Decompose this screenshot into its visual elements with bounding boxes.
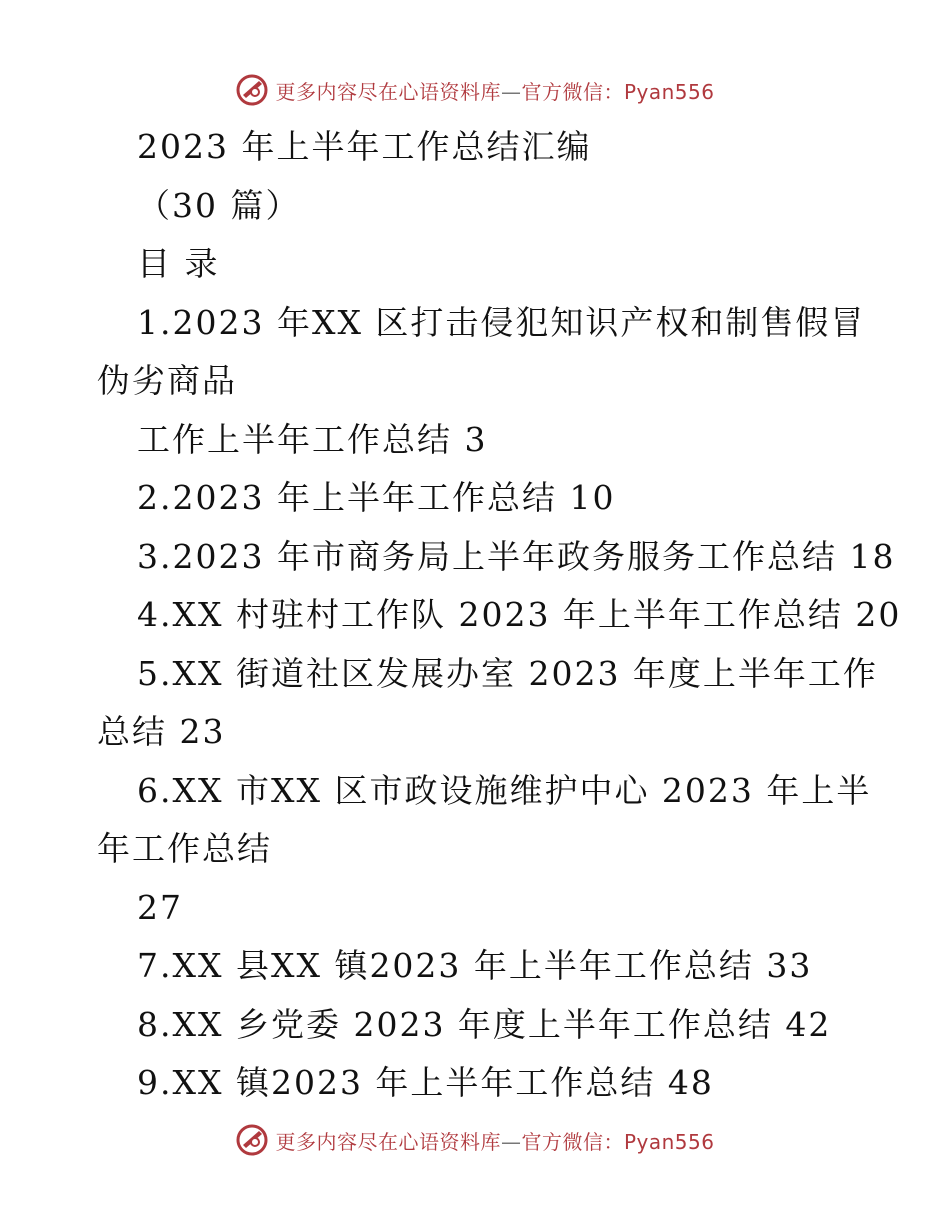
toc-entry: 8.XX 乡党委 2023 年度上半年工作总结 42 [137, 1004, 832, 1044]
logo-icon [235, 1123, 269, 1157]
toc-entry: 9.XX 镇2023 年上半年工作总结 48 [137, 1063, 714, 1102]
banner-text [275, 76, 714, 105]
toc-entry-continued: 总结 23 [97, 712, 226, 751]
banner-site-name: 更多内容尽在心语资料库 [275, 79, 501, 104]
toc-entry: 5.XX 街道社区发展办室 2023 年度上半年工作 [137, 653, 878, 693]
toc-entry-continued: 27 [137, 887, 183, 927]
banner-dash: — [500, 1129, 522, 1154]
toc-entry: 7.XX 县XX 镇2023 年上半年工作总结 33 [137, 946, 813, 985]
document-title: 2023 年上半年工作总结汇编 [137, 127, 592, 166]
toc-entry: 2.2023 年上半年工作总结 10 [137, 478, 616, 517]
banner-wechat: 官方微信：Pyan556 [521, 79, 715, 104]
document-subtitle: （30 篇） [137, 185, 301, 225]
banner-wechat: 官方微信：Pyan556 [521, 1129, 715, 1154]
toc-entry-continued: 工作上半年工作总结 3 [137, 419, 488, 459]
toc-entry: 1.2023 年XX 区打击侵犯知识产权和制售假冒 [137, 302, 866, 342]
footer-banner [0, 1120, 950, 1160]
header-banner [0, 70, 950, 110]
banner-dash: — [500, 79, 522, 104]
toc-entry-continued: 伪劣商品 [97, 361, 237, 400]
logo-icon [235, 73, 269, 107]
banner-site-name: 更多内容尽在心语资料库 [275, 1129, 501, 1154]
toc-entry: 4.XX 村驻村工作队 2023 年上半年工作总结 20 [137, 595, 902, 634]
toc-entry-continued: 年工作总结 [97, 829, 272, 868]
banner-text [275, 1126, 714, 1155]
document-body [97, 118, 902, 1113]
toc-entry: 3.2023 年市商务局上半年政务服务工作总结 18 [137, 536, 896, 576]
toc-entry: 6.XX 市XX 区市政设施维护中心 2023 年上半 [137, 770, 872, 810]
toc-heading: 目 录 [137, 244, 220, 283]
